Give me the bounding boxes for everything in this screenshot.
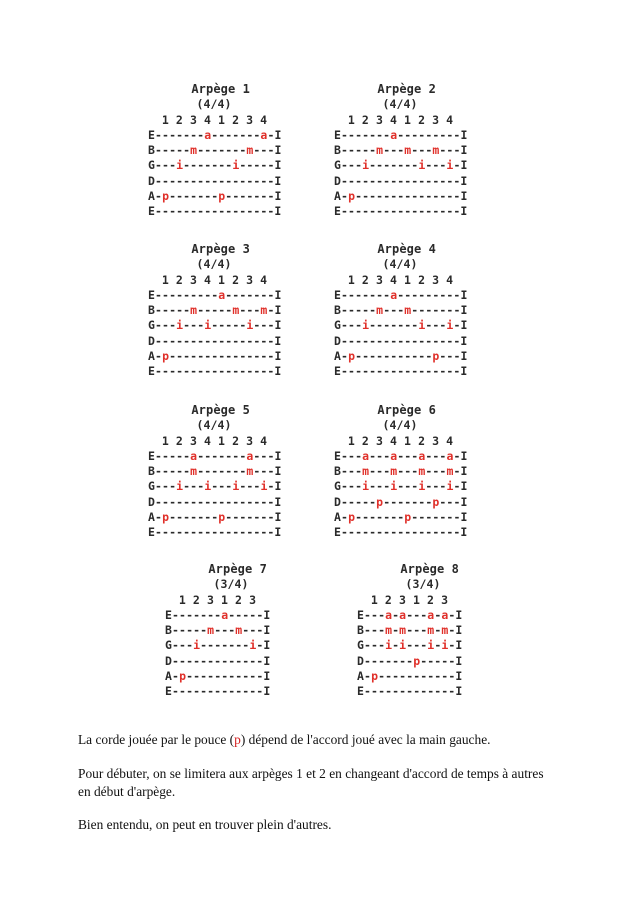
tab-dashes: A- [148, 510, 163, 525]
tab-dashes: - [392, 638, 400, 653]
tab-dashes: ------- [169, 189, 219, 204]
tab-dashes: B----- [148, 143, 191, 158]
tab-string-line [148, 204, 282, 219]
tab-dashes: ------- [197, 448, 247, 463]
tab-string-line [334, 288, 468, 303]
tab-dashes: ------- [197, 143, 247, 158]
tab-string-line [357, 654, 462, 669]
tab-dashes: -I [448, 638, 463, 653]
tab-dashes: D------- [357, 653, 414, 668]
finger-note: p [162, 349, 170, 364]
tab-string-line [334, 334, 468, 349]
tab-dashes: G--- [148, 479, 177, 494]
tab-dashes: --- [383, 143, 405, 158]
tab-dashes: ------- [369, 158, 419, 173]
tab-string-line [334, 449, 468, 464]
tab-string-line [148, 479, 282, 494]
tab-dashes: --- [397, 448, 419, 463]
tab-dashes: E------- [165, 607, 222, 622]
tab-string-line [148, 128, 282, 143]
finger-note: a [399, 607, 407, 622]
tab-dashes: -I [453, 464, 468, 479]
arpeggio-1 [148, 82, 282, 220]
tab-dashes: E--------- [148, 287, 219, 302]
tab-dashes: ------- [183, 158, 233, 173]
tab-string-line [357, 638, 462, 653]
tab-dashes: D-----------------I [148, 494, 282, 509]
finger-note: m [190, 464, 198, 479]
finger-note: p [348, 510, 356, 525]
tab-dashes: E------- [334, 127, 391, 142]
finger-note: a [221, 607, 229, 622]
paragraph-thumb-before: La corde jouée par le pouce ( [78, 732, 235, 747]
finger-note: m [446, 464, 454, 479]
tab-dashes: -------I [411, 303, 468, 318]
tab-dashes: E-----------------I [334, 364, 468, 379]
tab-dashes: E--- [357, 607, 386, 622]
paragraph-thumb-after: ) dépend de l'accord joué avec la main gauche. [240, 732, 491, 747]
tab-string-line [334, 204, 468, 219]
tab-dashes: --- [397, 479, 419, 494]
finger-note: a [390, 127, 398, 142]
finger-note: i [232, 479, 240, 494]
tab-dashes: ------- [211, 127, 261, 142]
tab-string-line [165, 623, 270, 638]
tab-dashes: --- [406, 623, 428, 638]
finger-note: i [176, 318, 184, 333]
tab-string-line [148, 174, 282, 189]
arpeggio-title: Arpège 5 [191, 403, 250, 417]
finger-note: p [162, 510, 170, 525]
tab-string-line [148, 318, 282, 333]
tab-dashes: ------- [197, 464, 247, 479]
tab-string-line [334, 349, 468, 364]
arpeggio-beats: 1 2 3 4 1 2 3 4 [347, 112, 454, 127]
tab-dashes: D-----------------I [334, 173, 468, 188]
finger-note: i [260, 479, 268, 494]
tab-string-line [334, 128, 468, 143]
tab-dashes: ---------------I [169, 349, 282, 364]
finger-note: p [162, 189, 170, 204]
tab-string-line [334, 479, 468, 494]
tab-string-line [334, 318, 468, 333]
tab-dashes: B--- [357, 623, 386, 638]
arpeggio-meter: (3/4) [405, 577, 441, 592]
finger-note: p [218, 189, 226, 204]
tab-dashes: ---I [253, 464, 282, 479]
tab-dashes: E-----------------I [334, 204, 468, 219]
tab-string-line [148, 334, 282, 349]
finger-note: m [427, 623, 435, 638]
arpeggio-6 [334, 403, 468, 541]
tab-dashes: ------- [200, 638, 250, 653]
finger-note: m [232, 303, 240, 318]
tab-dashes: --- [369, 464, 391, 479]
tab-dashes: B--- [334, 464, 363, 479]
tab-dashes: ---I [242, 623, 271, 638]
tab-dashes: D-----------------I [148, 173, 282, 188]
finger-note: i [204, 479, 212, 494]
tab-dashes: A- [357, 669, 372, 684]
arpeggio-title: Arpège 4 [377, 242, 436, 256]
tab-dashes: A- [148, 349, 163, 364]
arpeggio-beats: 1 2 3 1 2 3 [370, 592, 449, 607]
thumb-letter: p [234, 732, 241, 747]
finger-note: i [362, 479, 370, 494]
tab-dashes: D----- [334, 494, 377, 509]
tab-string-line [334, 189, 468, 204]
tab-dashes: -------I [225, 189, 282, 204]
finger-note: m [390, 464, 398, 479]
tab-dashes: A- [165, 669, 180, 684]
arpeggio-meter: (4/4) [382, 418, 418, 433]
finger-note: i [246, 318, 254, 333]
finger-note: a [204, 127, 212, 142]
tab-dashes: A- [334, 510, 349, 525]
tab-dashes: -------I [225, 287, 282, 302]
tab-dashes: E------- [334, 287, 391, 302]
tab-string-line [148, 449, 282, 464]
finger-note: p [376, 494, 384, 509]
tab-dashes: -I [448, 623, 463, 638]
tab-dashes: --- [183, 318, 205, 333]
finger-note: m [418, 464, 426, 479]
finger-note: a [362, 448, 370, 463]
finger-note: i [427, 638, 435, 653]
finger-note: m [404, 303, 412, 318]
tab-dashes: -I [453, 318, 468, 333]
finger-note: p [348, 189, 356, 204]
tab-string-line [148, 525, 282, 540]
tab-dashes: ----------- [355, 349, 433, 364]
tab-dashes: -----------I [378, 669, 463, 684]
tab-dashes: -----I [239, 158, 282, 173]
arpeggio-meter: (4/4) [382, 97, 418, 112]
tab-dashes: ---I [253, 318, 282, 333]
tab-string-line [334, 495, 468, 510]
arpeggio-meter: (4/4) [196, 97, 232, 112]
paragraph-thumb [78, 731, 558, 749]
finger-note: m [260, 303, 268, 318]
arpeggio-beats: 1 2 3 4 1 2 3 4 [347, 433, 454, 448]
finger-note: a [418, 448, 426, 463]
finger-note: i [390, 479, 398, 494]
finger-note: p [432, 349, 440, 364]
finger-note: p [218, 510, 226, 525]
tab-string-line [334, 510, 468, 525]
arpeggio-beats: 1 2 3 4 1 2 3 4 [161, 433, 268, 448]
arpeggio-title: Arpège 2 [377, 82, 436, 96]
tab-dashes: - [392, 623, 400, 638]
tab-dashes: G--- [334, 318, 363, 333]
tab-string-line [148, 464, 282, 479]
tab-string-line [148, 158, 282, 173]
arpeggio-title: Arpège 3 [191, 242, 250, 256]
finger-note: a [218, 287, 226, 302]
finger-note: m [376, 143, 384, 158]
tab-dashes: E----- [148, 448, 191, 463]
tab-dashes: B----- [334, 143, 377, 158]
tab-string-line [165, 608, 270, 623]
tab-dashes: B----- [334, 303, 377, 318]
tab-string-line [334, 525, 468, 540]
tab-string-line [165, 654, 270, 669]
tab-dashes: --- [406, 638, 428, 653]
tab-dashes: -I [453, 479, 468, 494]
tab-string-line [165, 684, 270, 699]
tab-string-line [148, 349, 282, 364]
arpeggio-title: Arpège 8 [400, 562, 459, 576]
tab-dashes: ----- [211, 318, 247, 333]
arpeggio-beats: 1 2 3 1 2 3 [178, 592, 257, 607]
tab-dashes: --- [183, 479, 205, 494]
tab-dashes: E------- [148, 127, 205, 142]
finger-note: i [446, 158, 454, 173]
tab-dashes: ---------------I [355, 189, 468, 204]
finger-note: p [348, 349, 356, 364]
tab-dashes: ---I [253, 448, 282, 463]
tab-string-line [334, 158, 468, 173]
tab-dashes: G--- [165, 638, 194, 653]
tab-dashes: --- [406, 607, 428, 622]
finger-note: i [418, 318, 426, 333]
tab-dashes: --- [239, 303, 261, 318]
tab-dashes: --- [425, 464, 447, 479]
finger-note: m [246, 143, 254, 158]
finger-note: a [427, 607, 435, 622]
finger-note: i [176, 158, 184, 173]
tab-dashes: - [434, 638, 442, 653]
tab-dashes: --- [397, 464, 419, 479]
tab-dashes: -I [256, 638, 271, 653]
tab-dashes: -I [453, 158, 468, 173]
finger-note: i [232, 158, 240, 173]
tab-dashes: --- [425, 318, 447, 333]
finger-note: i [399, 638, 407, 653]
finger-note: m [441, 623, 449, 638]
finger-note: i [362, 158, 370, 173]
arpeggio-meter: (4/4) [382, 257, 418, 272]
tab-dashes: -------I [411, 510, 468, 525]
finger-note: m [207, 623, 215, 638]
tab-dashes: G--- [148, 158, 177, 173]
arpeggio-meter: (4/4) [196, 418, 232, 433]
finger-note: i [446, 318, 454, 333]
arpeggio-3 [148, 242, 282, 380]
arpeggio-title: Arpège 6 [377, 403, 436, 417]
finger-note: m [362, 464, 370, 479]
finger-note: p [413, 653, 421, 668]
finger-note: p [404, 510, 412, 525]
finger-note: p [371, 669, 379, 684]
finger-note: a [246, 448, 254, 463]
finger-note: i [446, 479, 454, 494]
tab-string-line [334, 174, 468, 189]
tab-dashes: -I [267, 479, 282, 494]
finger-note: i [249, 638, 257, 653]
arpeggio-2 [334, 82, 468, 220]
arpeggio-meter: (4/4) [196, 257, 232, 272]
tab-dashes: -----------I [186, 669, 271, 684]
finger-note: m [404, 143, 412, 158]
tab-dashes: G--- [334, 158, 363, 173]
tab-dashes: --- [425, 479, 447, 494]
tab-dashes: E-----------------I [148, 204, 282, 219]
arpeggio-8 [357, 562, 462, 700]
tab-dashes: B----- [165, 623, 208, 638]
tab-dashes: ----- [197, 303, 233, 318]
finger-note: m [399, 623, 407, 638]
tab-dashes: ------- [355, 510, 405, 525]
tab-dashes: D-----------------I [148, 333, 282, 348]
tab-dashes: -I [448, 607, 463, 622]
tab-string-line [357, 684, 462, 699]
arpeggio-5 [148, 403, 282, 541]
finger-note: i [418, 479, 426, 494]
finger-note: p [179, 669, 187, 684]
tab-string-line [334, 143, 468, 158]
arpeggio-beats: 1 2 3 4 1 2 3 4 [161, 272, 268, 287]
finger-note: i [204, 318, 212, 333]
tab-string-line [357, 623, 462, 638]
finger-note: i [441, 638, 449, 653]
tab-dashes: ---------I [397, 127, 468, 142]
tab-dashes: --- [239, 479, 261, 494]
arpeggio-beats: 1 2 3 4 1 2 3 4 [347, 272, 454, 287]
tab-dashes: ------- [169, 510, 219, 525]
tab-dashes: -I [267, 303, 282, 318]
tab-dashes: ------- [369, 318, 419, 333]
tab-dashes: G--- [334, 479, 363, 494]
tab-dashes: G--- [148, 318, 177, 333]
finger-note: i [193, 638, 201, 653]
tab-dashes: - [434, 607, 442, 622]
tab-dashes: -----I [228, 607, 271, 622]
tab-string-line [357, 608, 462, 623]
tab-string-line [165, 669, 270, 684]
tab-dashes: ---I [439, 143, 468, 158]
tab-dashes: --- [383, 303, 405, 318]
tab-dashes: B----- [148, 303, 191, 318]
tab-dashes: --- [411, 143, 433, 158]
paragraph-others: Bien entendu, on peut en trouver plein d'autres. [78, 817, 332, 832]
tab-dashes: D-----------------I [334, 333, 468, 348]
tab-string-line [334, 364, 468, 379]
tab-dashes: A- [334, 349, 349, 364]
finger-note: m [432, 143, 440, 158]
tab-dashes: --- [425, 448, 447, 463]
tab-string-line [334, 464, 468, 479]
finger-note: i [385, 638, 393, 653]
tab-dashes: ---I [439, 349, 468, 364]
tab-string-line [165, 638, 270, 653]
tab-dashes: E-------------I [357, 684, 463, 699]
finger-note: i [362, 318, 370, 333]
arpeggio-4 [334, 242, 468, 380]
tab-dashes: --- [425, 158, 447, 173]
tab-dashes: E-----------------I [148, 525, 282, 540]
arpeggio-meter: (3/4) [213, 577, 249, 592]
tab-dashes: A- [334, 189, 349, 204]
tab-dashes: --- [211, 479, 233, 494]
tab-dashes: -I [453, 448, 468, 463]
tab-dashes: --- [369, 479, 391, 494]
tab-dashes: --- [214, 623, 236, 638]
finger-note: a [441, 607, 449, 622]
tab-dashes: ---I [253, 143, 282, 158]
tab-dashes: -I [267, 127, 282, 142]
tab-string-line [148, 364, 282, 379]
finger-note: a [260, 127, 268, 142]
arpeggio-title: Arpège 7 [208, 562, 267, 576]
arpeggio-beats: 1 2 3 4 1 2 3 4 [161, 112, 268, 127]
finger-note: p [432, 494, 440, 509]
tab-string-line [148, 143, 282, 158]
tab-dashes: E-------------I [165, 684, 271, 699]
paragraph-beginner: Pour débuter, on se limitera aux arpèges 1 et 2 en changeant d'accord de temps à autres en début d'arpège. [78, 766, 544, 799]
tab-dashes: - [392, 607, 400, 622]
finger-note: i [176, 479, 184, 494]
finger-note: a [385, 607, 393, 622]
finger-note: m [190, 303, 198, 318]
tab-dashes: -------I [225, 510, 282, 525]
finger-note: m [235, 623, 243, 638]
tab-dashes: E-----------------I [334, 525, 468, 540]
tab-dashes: A- [148, 189, 163, 204]
tab-dashes: -----I [420, 653, 463, 668]
arpeggio-title: Arpège 1 [191, 82, 250, 96]
tab-dashes: --- [369, 448, 391, 463]
tab-string-line [148, 189, 282, 204]
finger-note: i [418, 158, 426, 173]
tab-dashes: ---------I [397, 287, 468, 302]
tab-string-line [148, 303, 282, 318]
tab-string-line [148, 510, 282, 525]
finger-note: m [246, 464, 254, 479]
tab-dashes: ------- [383, 494, 433, 509]
tab-string-line [148, 288, 282, 303]
tab-dashes: E-----------------I [148, 364, 282, 379]
tab-dashes: G--- [357, 638, 386, 653]
finger-note: m [385, 623, 393, 638]
finger-note: a [446, 448, 454, 463]
finger-note: a [390, 448, 398, 463]
tab-dashes: - [434, 623, 442, 638]
finger-note: a [390, 287, 398, 302]
tab-dashes: D-------------I [165, 653, 271, 668]
finger-note: m [190, 143, 198, 158]
finger-note: a [190, 448, 198, 463]
finger-note: m [376, 303, 384, 318]
tab-dashes: ---I [439, 494, 468, 509]
tab-dashes: E--- [334, 448, 363, 463]
tab-string-line [148, 495, 282, 510]
tab-string-line [357, 669, 462, 684]
tab-dashes: B----- [148, 464, 191, 479]
arpeggio-7 [165, 562, 270, 700]
tab-string-line [334, 303, 468, 318]
